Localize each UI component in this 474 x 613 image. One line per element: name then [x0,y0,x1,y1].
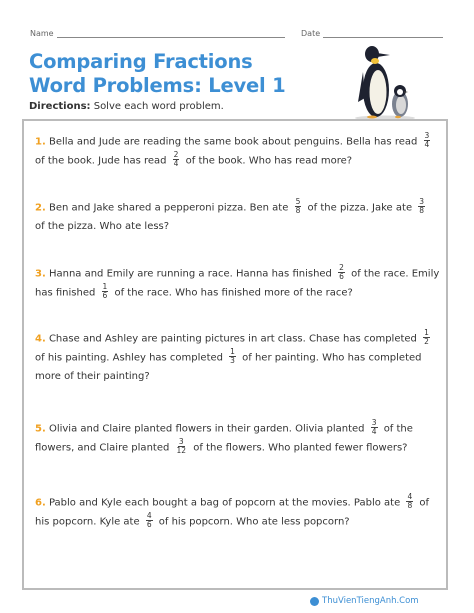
question-text: of his painting. Ashley has completed [35,352,223,364]
fraction [418,198,425,215]
fraction [406,493,413,510]
question-text: of the flowers, and Claire planted [35,423,413,454]
question-3 [35,265,440,303]
page-title [29,50,286,98]
fraction [102,283,109,300]
date-label: Date [301,29,321,38]
question-text: of the race. Who has finished more of the race? [114,287,353,299]
question-text: of her painting. Who has completed more of their painting? [35,352,422,382]
numerator: 2 [339,263,344,272]
denominator: 6 [339,272,344,281]
title-line-1: Comparing Fractions [29,50,253,73]
site-footer [310,596,419,606]
numerator: 3 [424,131,430,140]
fraction [423,329,430,346]
question-text: of the pizza. Who ate less? [35,221,170,232]
question-text: of the pizza. Jake ate [307,202,413,214]
fraction [371,419,378,436]
title-line-2: Word Problems: Level 1 [29,74,286,97]
question-4 [35,330,440,387]
directions-text: Solve each word problem. [93,101,224,112]
denominator: 2 [424,337,429,346]
site-name: ThuVienTiengAnh.Com [322,596,419,606]
date-field [301,29,443,38]
fraction [176,438,188,455]
fraction [173,151,180,168]
question-number: 2. [35,202,46,214]
directions-label: Directions: [29,101,91,112]
question-text: of the race. Emily has finished [35,268,440,299]
fraction [424,132,431,149]
fraction [229,348,236,365]
numerator: 5 [295,197,301,206]
name-field [30,29,285,38]
numerator: 1 [230,347,235,356]
denominator: 12 [176,446,187,455]
question-text: of the book. Who has read more? [185,155,353,167]
question-text: Ben and Jake shared a pepperoni pizza. Ben ate [48,202,289,214]
question-number: 5. [35,423,46,435]
fraction [146,512,153,529]
question-text: Olivia and Claire planted flowers in their garden. Olivia planted [48,423,365,435]
question-text: of the book. Jude has read [35,155,167,167]
denominator: 4 [371,427,377,436]
site-logo-icon [310,597,319,606]
question-text: of his popcorn. Kyle ate [35,497,430,528]
question-number: 1. [35,136,46,148]
numerator: 2 [173,150,179,159]
denominator: 6 [146,520,152,529]
date-blank[interactable] [323,29,443,38]
denominator: 4 [424,140,430,149]
denominator: 8 [295,206,301,215]
fraction [295,198,302,215]
penguin-illustration-icon [350,42,420,120]
question-text: of his popcorn. Who ate less popcorn? [158,516,350,528]
name-blank[interactable] [57,29,285,38]
question-text: Hanna and Emily are running a race. Hanna has finished [48,268,332,280]
name-label: Name [30,29,54,38]
denominator: 3 [230,356,235,365]
directions [29,101,224,112]
question-text: Pablo and Kyle each bought a bag of popcorn at the movies. Pablo ate [48,497,401,509]
numerator: 4 [407,492,413,501]
question-5 [35,420,440,458]
question-1 [35,133,440,171]
numerator: 3 [371,418,377,427]
denominator: 8 [419,206,425,215]
question-number: 4. [35,333,46,345]
question-text: of the flowers. Who planted fewer flowers? [193,442,408,454]
question-number: 6. [35,497,46,509]
question-number: 3. [35,268,46,280]
question-text: Bella and Jude are reading the same book about penguins. Bella has read [48,136,418,148]
denominator: 4 [173,159,179,168]
denominator: 6 [102,291,108,300]
question-6 [35,494,440,532]
numerator: 4 [146,511,152,520]
denominator: 8 [407,501,413,510]
question-text: Chase and Ashley are painting pictures in art class. Chase has completed [48,333,417,345]
numerator: 3 [178,437,184,446]
numerator: 1 [102,282,108,291]
fraction [338,264,345,281]
question-2 [35,199,440,237]
numerator: 1 [424,328,429,337]
numerator: 3 [419,197,425,206]
